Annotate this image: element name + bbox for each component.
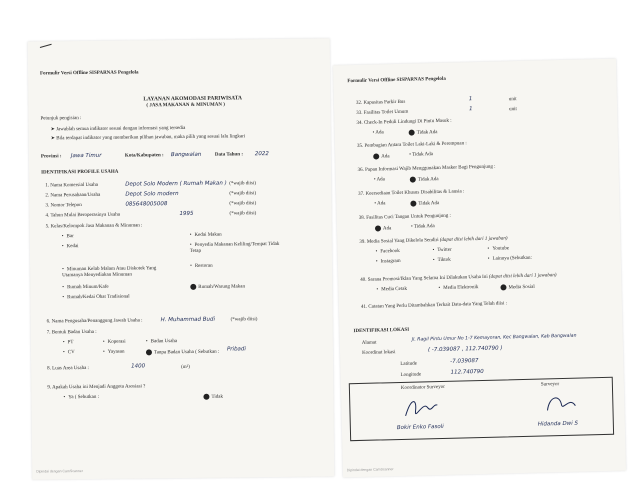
q32-value[interactable]: 1 — [468, 96, 473, 103]
longitude-label: Longitude — [400, 372, 422, 378]
selected-circle-icon — [409, 130, 415, 136]
q2-required: (*wajib diisi) — [229, 191, 257, 197]
provinsi-value[interactable]: Jawa Timur — [70, 152, 102, 160]
q1-value[interactable]: Depot Solo Modern ( Rumah Makan ) — [125, 180, 227, 188]
option-restoran[interactable]: • Restoran — [190, 264, 213, 270]
selected-circle-icon — [410, 177, 416, 183]
q1-required: (*wajib diisi) — [229, 181, 257, 187]
option-tidak[interactable]: Tidak — [203, 394, 223, 401]
surveyor-label: Surveyor — [540, 382, 560, 388]
koordinat-label: Koordinat lokasi — [361, 350, 396, 356]
selected-circle-icon — [375, 225, 381, 231]
option-minuman-kelab[interactable]: • Minuman Kelab Malam Atau Diskotek Yang Utamanya Menyediakan Minuman — [62, 266, 172, 279]
q6-label: 6. Nama Pengusaha/Penanggung Jawab Usaha : — [46, 318, 143, 325]
q38-label: 38. Fasilitas Cuci Tangan Untuk Pengunjung : — [358, 213, 451, 221]
q7-label: 7. Bentuk Badan Usaha : — [46, 329, 97, 336]
option-bar[interactable]: • Bar — [62, 234, 74, 240]
camscanner-watermark: Dipindai dengan CamScanner — [346, 467, 394, 473]
selected-circle-icon — [203, 394, 209, 400]
option-kedai[interactable]: • Kedai — [62, 244, 79, 250]
option-media-cetak[interactable]: • Media Cetak — [376, 287, 407, 294]
option-badan-usaha[interactable]: • Badan Usaha — [146, 339, 177, 345]
koordinator-label: Koordinator Surveyor — [400, 384, 445, 391]
q4-required: (*wajib diisi) — [229, 211, 257, 217]
latitude-value[interactable]: -7.039087 — [450, 358, 479, 365]
alamat-value[interactable]: Jl. Ragil Pintu Umur No 1-7 Kemayoran, Kec Bangwalan, Kab Bangwalan — [411, 333, 577, 343]
q33-label: 33. Fasilitas Toilet Umum — [356, 109, 409, 116]
option-twitter[interactable]: • Twitter — [433, 248, 452, 254]
kota-value[interactable]: Bangwalan — [170, 151, 202, 159]
surveyor-signature — [541, 390, 582, 421]
q4-label: 4. Tahun Mulai Beroperasinya Usaha — [45, 212, 120, 219]
q35-tidak-ada[interactable]: • Tidak Ada — [409, 152, 433, 158]
q34-ada[interactable]: • Ada — [372, 130, 384, 136]
selected-circle-icon — [146, 349, 152, 355]
q36-tidak-ada[interactable]: Tidak Ada — [410, 176, 439, 184]
q6-required: (*wajib diisi) — [230, 317, 258, 323]
latitude-label: Latitude — [400, 361, 418, 367]
q4-value[interactable]: 1995 — [179, 210, 194, 218]
q34-label: 34. Check-In Peduli Lindungi Di Pintu Masuk : — [356, 118, 452, 126]
q40-label: 40. Sarana Promosi/Iklan Yang Selama Ini Dilakukan Usaha Ini (dapat diisi lebih dari 1 jawaban) — [360, 273, 557, 283]
kota-label: Kota/Kabupaten : — [124, 153, 164, 159]
q38-tidak-ada[interactable]: • Tidak Ada — [410, 224, 435, 230]
tahun-value[interactable]: 2022 — [254, 151, 269, 158]
q39-label: 39. Media Sosial Yang Dikelola Sendiri (dapat diisi lebih dari 1 jawaban) — [359, 236, 508, 245]
q3-label: 3. Nomor Telepon — [45, 203, 82, 209]
q6-value[interactable]: H. Muhammad Budi — [160, 316, 215, 324]
q3-value[interactable]: 085648005008 — [125, 201, 168, 208]
camscanner-watermark: Dipindai dengan CamScanner — [36, 469, 83, 474]
alamat-label: Alamat — [361, 340, 377, 346]
instruction-title: Petunjuk pengisian : — [40, 116, 82, 122]
pen-mark — [40, 44, 52, 48]
koordinator-signature — [401, 393, 442, 424]
selected-circle-icon — [190, 284, 196, 290]
form-page-left — [28, 38, 335, 479]
instruction-2: ➤ Bila terdapat indikator yang memberikan pilihan jawaban, maka pilih yang sesuai lalu lingkari — [50, 134, 246, 142]
form-subtitle: ( JASA MAKANAN & MINUMAN ) — [146, 102, 225, 109]
q33-unit: unit — [509, 107, 517, 113]
instruction-1: ➤ Jawablah semua indikator sesuai dengan informasi yang tersedia — [50, 125, 186, 133]
q2-value[interactable]: Depot Solo modern — [125, 191, 179, 198]
q9-label: 9. Apakah Usaha ini Menjadi Anggota Asosiasi ? — [47, 384, 146, 391]
q37-tidak-ada[interactable]: Tidak Ada — [410, 200, 439, 208]
q32-label: 32. Kapasitas Parkir Bus — [355, 99, 406, 106]
option-ya[interactable]: • Ya ( Sebutkan : — [63, 395, 99, 401]
option-youtube[interactable]: • Youtube — [487, 246, 509, 253]
provinsi-label: Provinsi : — [40, 154, 62, 160]
q1-label: 1. Nama Komersial Usaha — [45, 182, 99, 189]
longitude-value[interactable]: 112.740790 — [450, 368, 484, 376]
option-tiktok[interactable]: • Tiktok — [433, 258, 451, 264]
koordinat-value[interactable]: ( -7.039087 , 112.740790 ) — [427, 345, 503, 354]
q38-ada[interactable]: Ada — [375, 225, 392, 233]
option-kedai-makan[interactable]: • Kedai Makan — [190, 233, 222, 239]
option-instagram[interactable]: • Instagram — [376, 259, 401, 266]
tahun-label: Data Tahun : — [214, 152, 244, 158]
q41-label: 41. Catatan Yang Perlu Ditambahkan Terkait Data-data Yang Telah diisi : — [360, 301, 508, 310]
q35-label: 35. Pembagian Antara Toilet Laki-Laki & Perempuan : — [356, 141, 467, 149]
q8-value[interactable]: 1400 — [131, 363, 146, 370]
q35-ada[interactable]: Ada — [373, 153, 390, 161]
q37-label: 37. Keersediaan Toilet Khusus Disabilitas & Lansia : — [358, 189, 465, 197]
q37-ada[interactable]: • Ada — [374, 201, 386, 207]
koordinator-name: Bokir Enko Fasoli — [396, 423, 444, 432]
option-koperasi[interactable]: • Koperasi — [103, 340, 126, 346]
q5-label: 5. Kelas/Kelompok Jasa Makanan & Minuman : — [45, 223, 143, 230]
selected-circle-icon — [373, 153, 379, 159]
form-page-right — [333, 59, 626, 478]
q2-label: 2. Nama Perusahaan/Usaha — [45, 192, 101, 199]
option-tanpa-badan[interactable]: Tanpa Badan Usaha ( Sebutkan : — [146, 349, 219, 357]
tanpa-badan-value[interactable]: Pribadi — [226, 346, 246, 353]
q32-unit: unit — [508, 97, 517, 103]
q36-label: 36. Papan Informasi Wajib Menggunakan Masker Bagi Pengunjung : — [357, 164, 496, 173]
option-media-elektronik[interactable]: • Media Elektronik — [438, 285, 478, 292]
section-profile: IDENTIFIKASI PROFILE USAHA — [41, 169, 119, 176]
option-media-sosial[interactable]: Media Sosial — [500, 284, 534, 292]
selected-circle-icon — [500, 284, 506, 290]
q3-required: (*wajib diisi) — [229, 201, 257, 207]
section-lokasi: IDENTIFIKASI LOKASI — [353, 327, 410, 335]
form-title: LAYANAN AKOMODASI PARIWISATA — [143, 95, 242, 103]
option-yayasan[interactable]: • Yayasan — [103, 350, 125, 356]
q33-value[interactable]: 1 — [469, 106, 473, 113]
page-header: Formulir Versi Offline SISPARNAS Pengelola — [347, 76, 446, 85]
option-rumah-minum[interactable]: • Rumah Minum/Kafe — [62, 285, 108, 291]
surveyor-name: Hidanda Dwi S — [537, 420, 579, 428]
q8-label: 8. Luas Area Usaha : — [47, 365, 89, 372]
page-header: Formulir Versi Offline SISPARNAS Pengelola — [40, 70, 139, 77]
selected-circle-icon — [410, 201, 416, 207]
option-lainnya[interactable]: • Lainnya (Sebutkan: — [488, 256, 532, 263]
q8-unit: (m²) — [181, 364, 190, 371]
q36-ada[interactable]: • Ada — [373, 177, 385, 183]
option-penyedia-keliling[interactable]: • Penyedia Makanan Keliling/Tempat Tidak Tetap — [190, 242, 290, 255]
option-pt[interactable]: • PT — [63, 340, 74, 346]
option-facebook[interactable]: • Facebook — [376, 249, 400, 256]
option-cv[interactable]: • CV — [63, 350, 75, 356]
q34-tidak-ada[interactable]: Tidak Ada — [409, 129, 438, 137]
option-rumah-makan[interactable]: Rumah/Warung Makan — [190, 283, 245, 291]
option-rumah-kedai-obat[interactable]: • Rumah/Kedai Obat Tradisional — [62, 295, 129, 302]
